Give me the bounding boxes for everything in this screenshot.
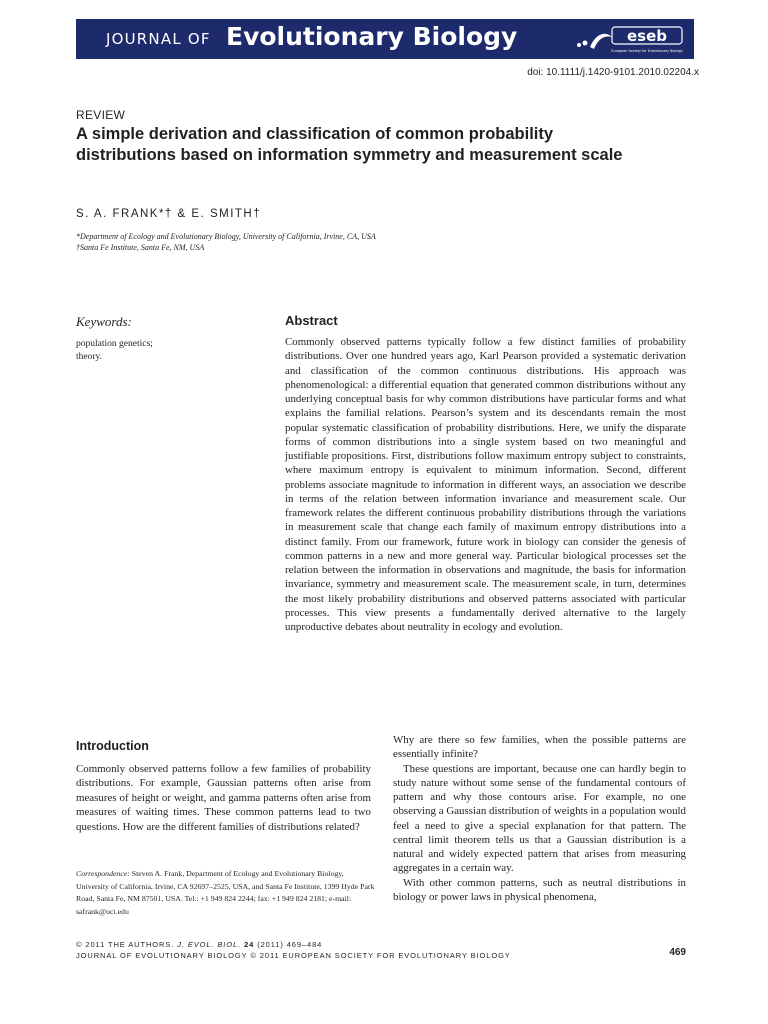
- correspondence-label: Correspondence:: [76, 869, 130, 878]
- body-paragraph: With other common patterns, such as neutral distributions in biology or power laws in physical phenomena,: [393, 876, 686, 903]
- journal-banner: [76, 19, 694, 59]
- introduction-heading: Introduction: [76, 739, 149, 753]
- author-list: S. A. FRANK*† & E. SMITH†: [76, 208, 262, 220]
- journal-prefix: JOURNAL OF: [106, 30, 211, 48]
- journal-copyright-line: JOURNAL OF EVOLUTIONARY BIOLOGY © 2011 EUROPEAN SOCIETY FOR EVOLUTIONARY BIOLOGY: [76, 951, 511, 960]
- correspondence-note: [76, 868, 376, 918]
- section-label: REVIEW: [76, 108, 126, 122]
- keyword-item: theory.: [76, 352, 103, 362]
- abstract-text: Commonly observed patterns typically follow a few distinct families of probability distributions. Over one hundred years ago, Karl Pearson provided a systematic derivation and classification of the common continuous distributions. His approach was phenomenological: a differential equation that generated common distributions without any underlying conceptual basis for why common distributions have particular forms and what explains the familial relations. Pearson’s system and its descendants remain the most popular systematic classification of probability distributions. Here, we unify the disparate forms of common distributions into a single system based on two meaningful and justifiable propositions. First, distributions follow maximum entropy subject to constraints, where maximum entropy is equivalent to minimum information. Second, different problems associate magnitude to information in different ways, an association we describe in terms of the relation between information invariance and measurement scale. Our framework relates the different continuous probability distributions through the variations in measurement scale that change each family of maximum entropy distributions into a distinct family. From our framework, future work in biology can consider the genesis of common patterns in a new and more general way. Particular biological processes set the relation between the information in observations and magnitude, the basis for information invariance, symmetry and measurement scale. The measurement scale, in turn, determines the most likely probability distributions and observed patterns associated with particular processes. This view presents a fundamentally derived alternative to the largely unproductive debates about neutrality in ecology and evolution.: [285, 336, 686, 633]
- keywords-list: [76, 338, 153, 364]
- journal-abbrev: J. EVOL. BIOL.: [177, 940, 242, 949]
- logo-subtext: European Society for Evolutionary Biology: [611, 49, 683, 53]
- introduction-paragraph: Commonly observed patterns follow a few families of probability distributions. For example, Gaussian patterns often arise from measures of height or weight, and gamma patterns often arise from measures of waiting times. These common patterns lead to two questions. How are the different families of distributions related?: [76, 763, 371, 833]
- keyword-item: population genetics;: [76, 339, 153, 349]
- volume-number: 24: [244, 940, 255, 949]
- affiliation-1: *Department of Ecology and Evolutionary Biology, University of California, Irvine, CA, USA: [76, 232, 376, 241]
- year-pages: (2011) 469–484: [257, 940, 323, 949]
- doi-text: doi: 10.1111/j.1420-9101.2010.02204.x: [527, 67, 699, 78]
- logo-swoosh: [590, 34, 612, 49]
- affiliation-2: †Santa Fe Institute, Santa Fe, NM, USA: [76, 243, 205, 252]
- journal-name: Evolutionary Biology: [226, 22, 518, 51]
- page-number: 469: [669, 947, 686, 958]
- body-paragraph: These questions are important, because one can hardly begin to study nature without some sense of the fundamental contours of pattern and why those contours arise. For example, no one observing a Gaussian distribution of weights in a population would feel a need to give a special explanation for that pattern. The central limit theorem tells us that a Gaussian distribution is a natural and widely expected pattern that arises from measuring aggregates in a certain way.: [393, 762, 686, 875]
- body-paragraph: Why are there so few families, when the possible patterns are essentially infinite?: [393, 734, 686, 761]
- copyright-line: [76, 939, 686, 950]
- article-title: A simple derivation and classification of common probability distributions based on information symmetry and measurement scale: [76, 125, 623, 164]
- logo-dot: [583, 41, 588, 46]
- logo-text: eseb: [626, 27, 668, 45]
- correspondence-text: Steven A. Frank, Department of Ecology and Evolutionary Biology, University of California, Irvine, CA 92697–2525, USA, and Santa Fe Institute, 1399 Hyde Park Road, Santa Fe, NM 87501, USA. Tel.: +1 949 824 2244; fax: +1 949 824 2181; e-mail: safrank@uci.edu: [76, 869, 375, 916]
- abstract-heading: Abstract: [285, 313, 338, 328]
- right-column: [393, 733, 686, 904]
- logo-dot: [577, 43, 581, 47]
- page-footer: [76, 939, 686, 961]
- eseb-logo: [576, 23, 684, 55]
- copyright-prefix: © 2011 THE AUTHORS.: [76, 940, 175, 949]
- keywords-heading: Keywords:: [76, 314, 132, 329]
